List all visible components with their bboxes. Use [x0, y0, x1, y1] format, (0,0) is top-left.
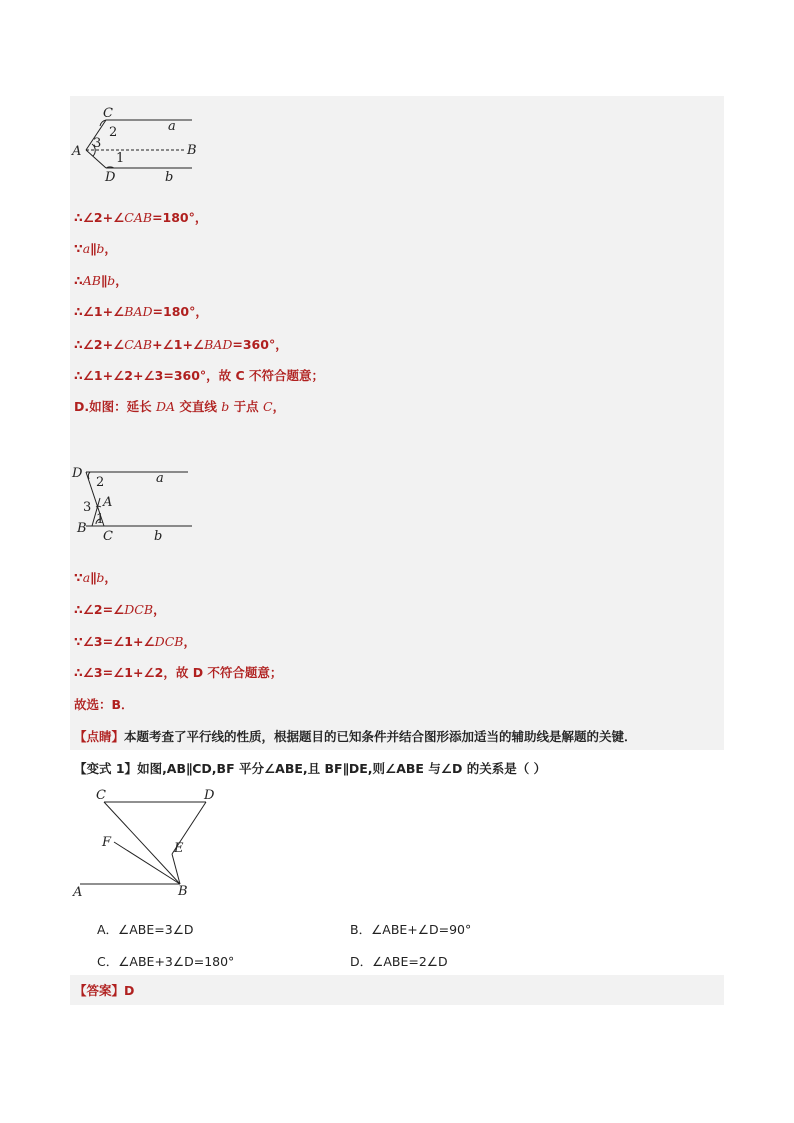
- solution-line-6: ∴∠1+∠2+∠3=360°，故 C 不符合题意；: [74, 368, 325, 383]
- variant-text: 如图,AB∥CD,BF 平分∠ABE,且 BF∥DE,则∠ABE 与∠D 的关系是（ ）: [137, 761, 547, 776]
- solution-line-3: ∴AB∥b，: [74, 273, 128, 288]
- figure-1: [70, 104, 210, 186]
- solution-line-1: ∴∠2+∠CAB=180°，: [74, 210, 208, 225]
- figure-3: [70, 786, 230, 902]
- fig1-label-B: B: [187, 143, 197, 158]
- figure-2: [70, 462, 210, 546]
- fig1-label-A: A: [72, 144, 82, 159]
- fig2-label-D: D: [72, 466, 83, 481]
- answer-tag: 【答案】: [74, 983, 125, 998]
- option-b[interactable]: B．∠ABE+∠D=90°: [350, 922, 472, 937]
- fig2-label-A: A: [103, 495, 113, 510]
- solution-block: [70, 96, 724, 750]
- answer-value: D: [124, 983, 135, 998]
- choose-line: 故选：B．: [74, 697, 134, 712]
- fig3-label-D: D: [204, 788, 215, 803]
- fig1-label-C: C: [103, 106, 113, 121]
- fig2-label-C: C: [103, 529, 113, 544]
- fig1-label-b: b: [165, 170, 174, 185]
- fig2-label-B: B: [77, 521, 87, 536]
- solution-line-10: ∵∠3=∠1+∠DCB，: [74, 634, 196, 649]
- variant-question: [74, 761, 546, 777]
- option-d[interactable]: D．∠ABE=2∠D: [350, 954, 448, 969]
- fig3-label-C: C: [96, 788, 106, 803]
- solution-line-11: ∴∠3=∠1+∠2，故 D 不符合题意；: [74, 665, 283, 680]
- fig1-label-D: D: [105, 170, 116, 185]
- fig3-label-E: E: [174, 841, 184, 856]
- fig2-angle-1: 1: [96, 512, 105, 527]
- fig1-label-a: a: [168, 119, 176, 134]
- answer-line: [74, 983, 134, 999]
- fig1-angle-3: 3: [93, 136, 102, 151]
- solution-line-7: D.如图：延长 DA 交直线 b 于点 C，: [74, 399, 286, 414]
- fig1-angle-2: 2: [109, 125, 118, 140]
- fig3-label-F: F: [102, 835, 112, 850]
- solution-line-5: ∴∠2+∠CAB+∠1+∠BAD=360°，: [74, 337, 288, 352]
- fig2-angle-2: 2: [96, 475, 105, 490]
- option-a[interactable]: A．∠ABE=3∠D: [97, 922, 194, 937]
- comment-tag: 【点睛】: [74, 729, 125, 744]
- solution-line-8: ∵a∥b，: [74, 570, 117, 585]
- answer-block: [70, 975, 724, 1005]
- fig1-angle-1: 1: [116, 151, 125, 166]
- solution-line-9: ∴∠2=∠DCB，: [74, 602, 166, 617]
- fig2-label-b: b: [154, 529, 163, 544]
- variant-tag: 【变式 1】: [74, 761, 138, 776]
- fig3-label-B: B: [178, 884, 188, 899]
- comment-line: [74, 729, 637, 745]
- fig2-angle-3: 3: [83, 500, 92, 515]
- fig2-label-a: a: [156, 471, 164, 486]
- comment-text: 本题考查了平行线的性质，根据题目的已知条件并结合图形添加适当的辅助线是解题的关键．: [124, 729, 637, 744]
- option-c[interactable]: C．∠ABE+3∠D=180°: [97, 954, 235, 969]
- solution-line-2: ∵a∥b，: [74, 241, 117, 256]
- solution-line-4: ∴∠1+∠BAD=180°，: [74, 304, 208, 319]
- fig3-label-A: A: [73, 885, 83, 900]
